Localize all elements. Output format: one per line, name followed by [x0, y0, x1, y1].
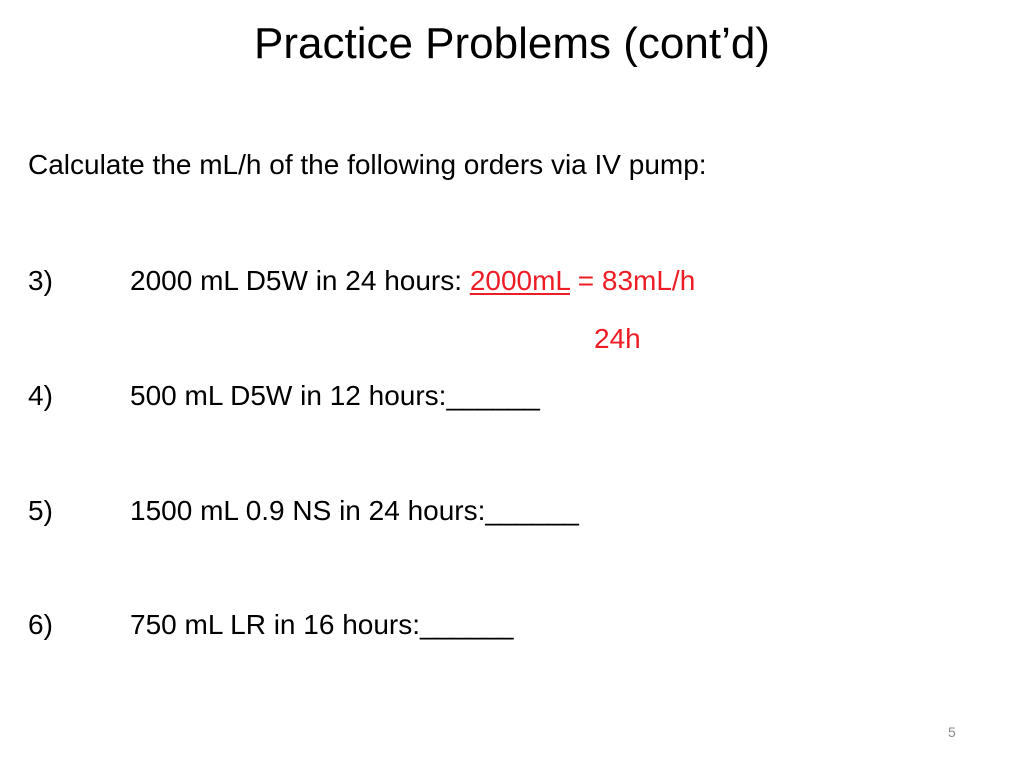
problem-5-text: 1500 mL 0.9 NS in 24 hours:______ [130, 495, 579, 526]
problem-3 [130, 263, 695, 299]
problem-6-number: 6) [28, 609, 53, 640]
problem-3-answer-numerator: 2000mL [469, 265, 570, 296]
instruction-text: Calculate the mL/h of the following orders via IV pump: [28, 149, 707, 180]
problem-6-text: 750 mL LR in 16 hours:______ [130, 609, 514, 640]
problem-4-number: 4) [28, 380, 53, 411]
slide-page-number: 5 [948, 724, 956, 740]
problem-3-answer-denominator: 24h [594, 323, 641, 354]
problem-5-number: 5) [28, 495, 53, 526]
problem-4-text: 500 mL D5W in 12 hours:______ [130, 380, 540, 411]
problem-3-text: 2000 mL D5W in 24 hours: [130, 265, 470, 296]
problem-3-number: 3) [28, 265, 53, 296]
problem-3-answer [470, 265, 695, 296]
problem-3-answer-result: = 83mL/h [569, 265, 696, 296]
slide-title: Practice Problems (cont’d) [254, 19, 770, 68]
